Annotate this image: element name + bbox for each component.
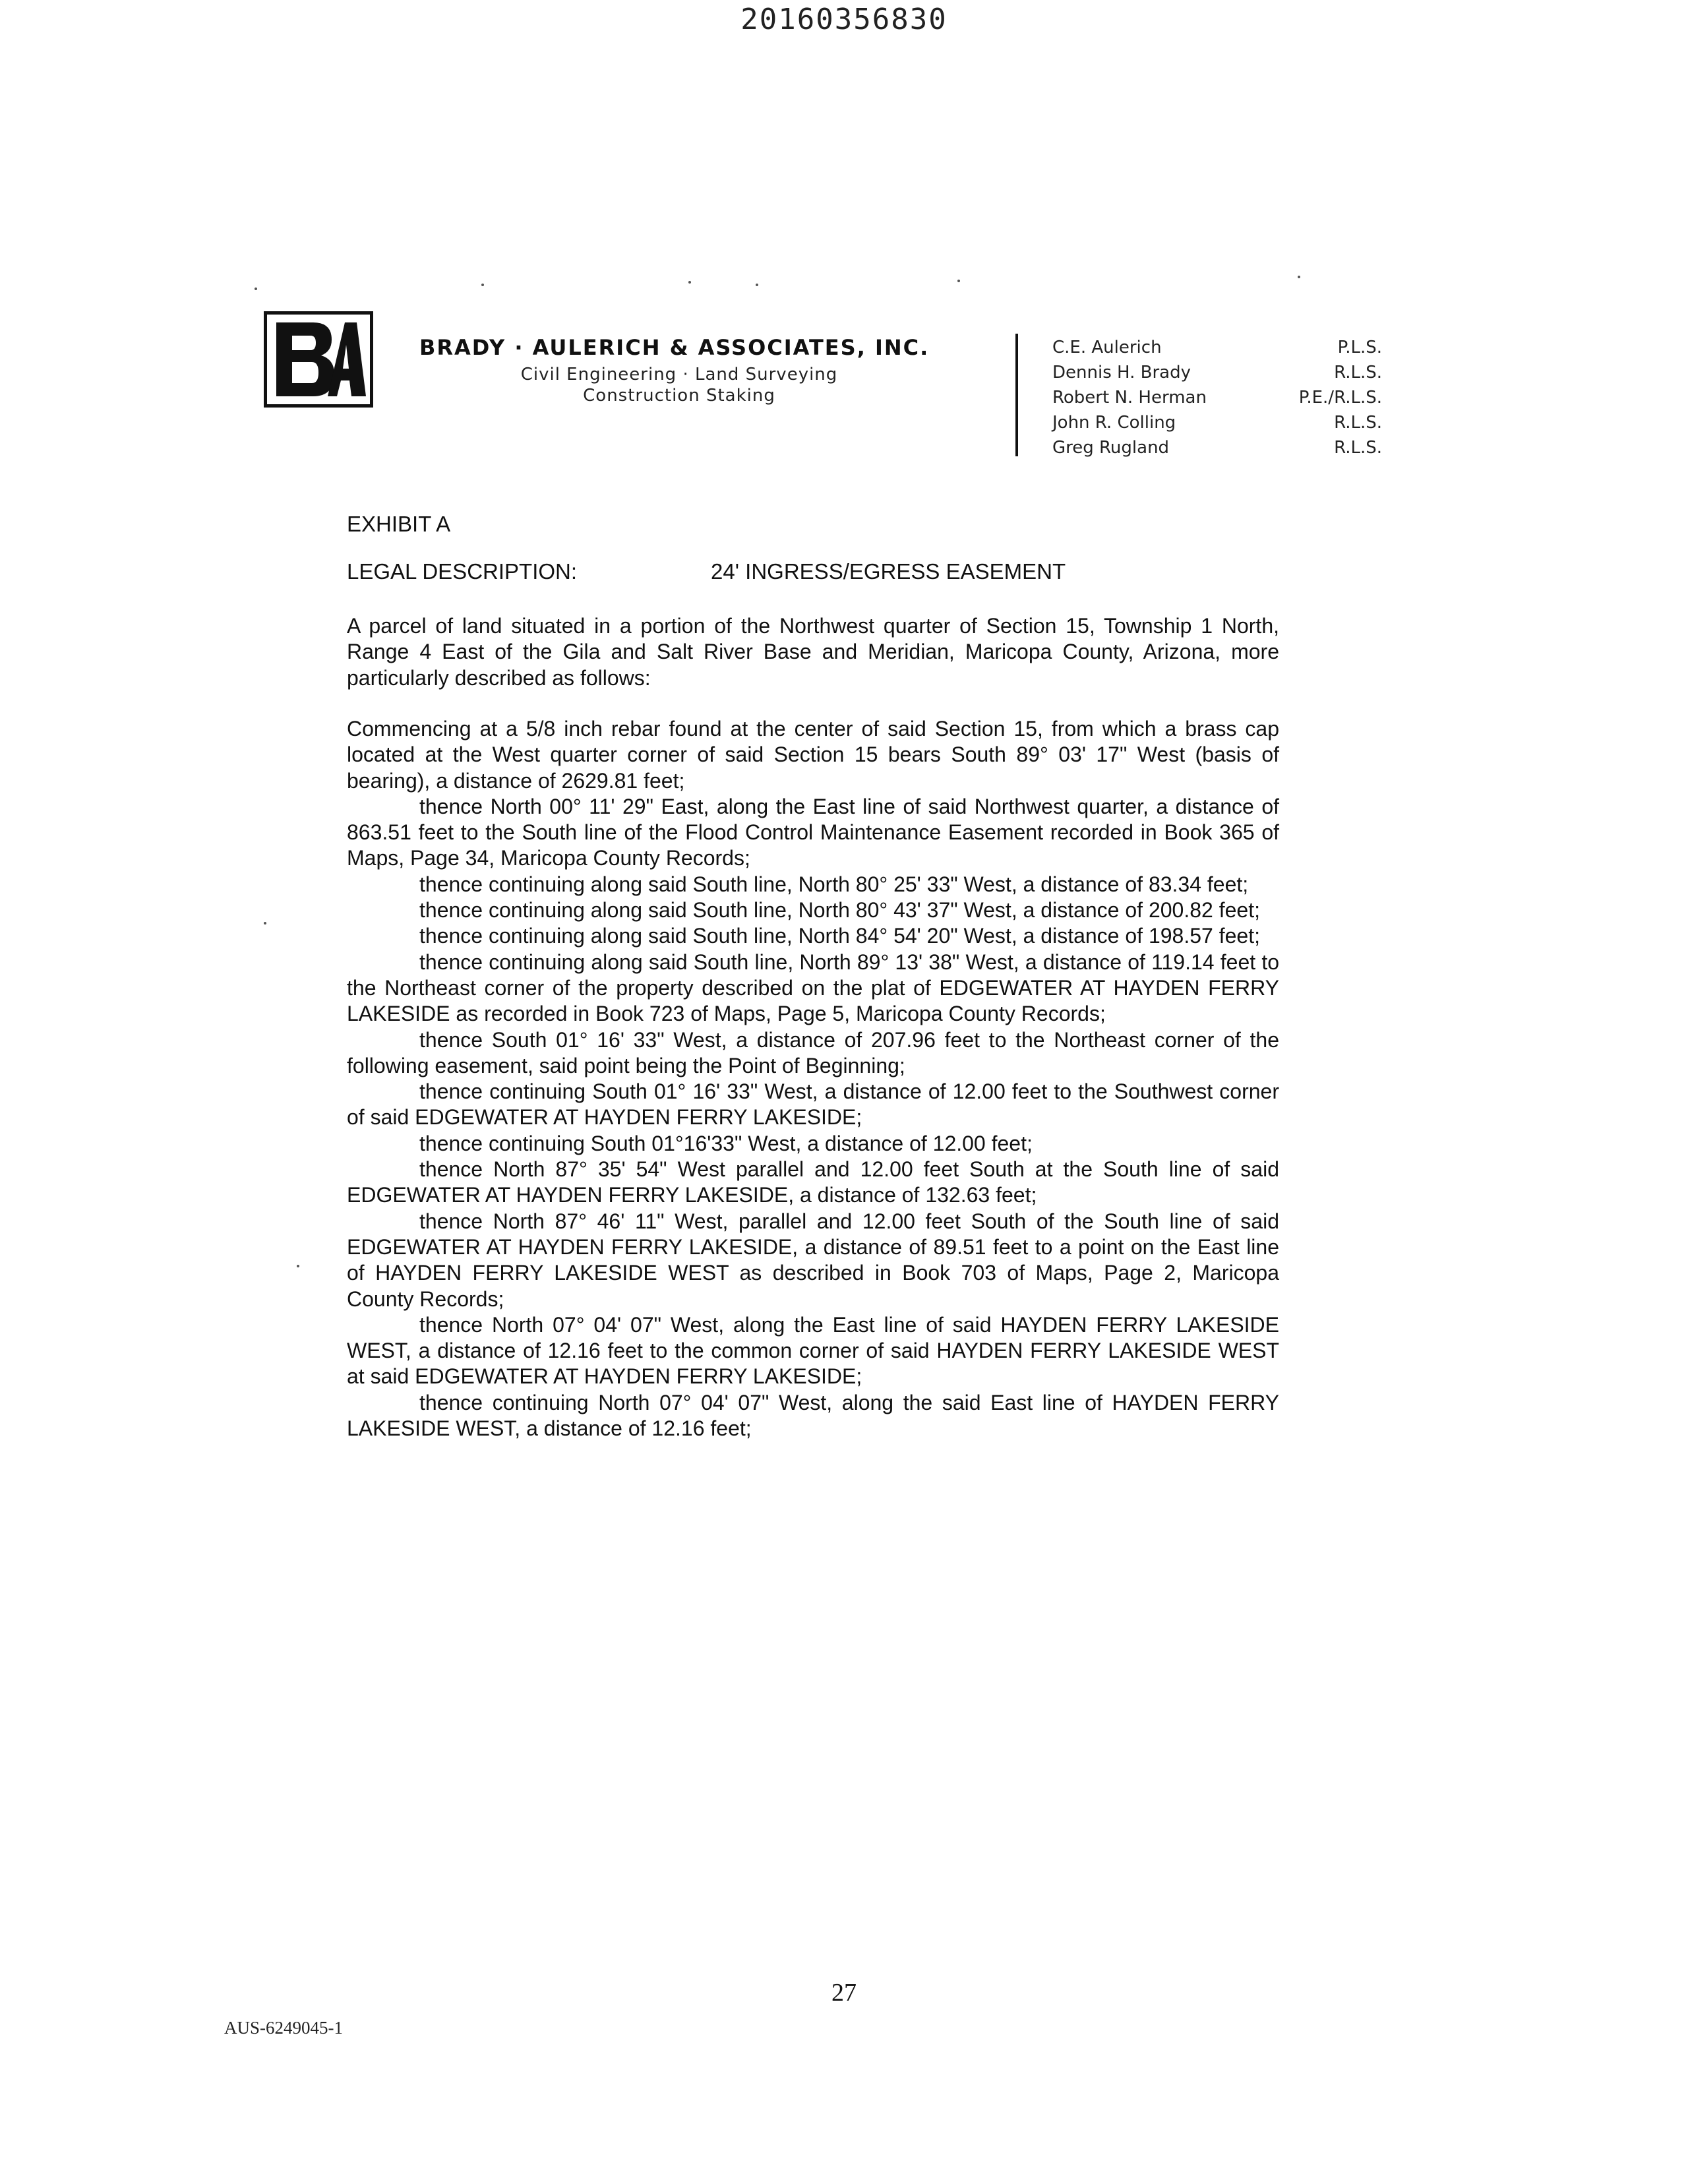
staff-entry — [1052, 410, 1382, 435]
staff-list — [1052, 335, 1382, 460]
scan-speck — [255, 288, 257, 290]
firm-logo — [264, 311, 373, 408]
staff-entry — [1052, 335, 1382, 360]
scan-speck — [264, 922, 266, 925]
bearing-call: thence South 01° 16' 33" West, a distance of 207.96 feet to the Northeast corner of the following easement, said point being the Point of Beginning; — [347, 1027, 1279, 1077]
staff-credential: P.E./R.L.S. — [1298, 388, 1382, 408]
staff-name: Robert N. Herman — [1052, 388, 1207, 408]
scan-speck — [481, 284, 484, 286]
bearing-call: thence continuing along said South line, North 80° 43' 37" West, a distance of 200.82 feet; — [419, 898, 1260, 923]
bearing-call: thence continuing South 01°16'33" West, a distance of 12.00 feet; — [419, 1131, 1033, 1155]
staff-credential: R.L.S. — [1334, 438, 1382, 458]
staff-credential: R.L.S. — [1334, 413, 1382, 433]
scan-speck — [1298, 276, 1300, 278]
legal-description-label: LEGAL DESCRIPTION: — [347, 559, 578, 584]
bearing-call: thence continuing along said South line, North 84° 54' 20" West, a distance of 198.57 feet; — [419, 924, 1260, 948]
bearing-call: thence North 07° 04' 07" West, along the East line of said HAYDEN FERRY LAKESIDE WEST, a distance of 12.16 feet to the common corner of said HAYDEN FERRY LAKESIDE WEST at said EDGEWATER AT HAYDEN FERRY LAKESIDE; — [347, 1312, 1279, 1389]
page-number: 27 — [831, 1979, 857, 2007]
bearing-call: thence continuing along said South line, North 89° 13' 38" West, a distance of 119.14 feet to the Northeast corner of the property described on the plat of EDGEWATER AT HAYDEN FERRY LAKESIDE as recorded in Book 723 of Maps, Page 5, Maricopa County Records; — [347, 950, 1279, 1026]
scan-speck — [957, 280, 960, 282]
scan-speck — [756, 284, 758, 286]
firm-name: BRADY · AULERICH & ASSOCIATES, INC. — [419, 335, 930, 360]
staff-entry — [1052, 385, 1382, 410]
staff-entry — [1052, 435, 1382, 460]
bearing-call: thence North 87° 46' 11" West, parallel and 12.00 feet South of the South line of said EDGEWATER AT HAYDEN FERRY LAKESIDE, a distance of 89.51 feet to a point on the East line of HAYDEN FERRY LAKESIDE WEST as described in Book 703 of Maps, Page 2, Maricopa County Records; — [347, 1209, 1279, 1311]
bearing-call: thence continuing North 07° 04' 07" West, along the said East line of HAYDEN FERRY LAKESIDE WEST, a distance of 12.16 feet; — [347, 1390, 1279, 1441]
legal-description-value: 24' INGRESS/EGRESS EASEMENT — [711, 559, 1066, 584]
staff-name: C.E. Aulerich — [1052, 338, 1162, 357]
metes-and-bounds — [347, 716, 1279, 1441]
document-number: 20160356830 — [740, 3, 948, 36]
ba-logo-icon — [267, 315, 370, 404]
bearing-call: thence continuing South 01° 16' 33" West, a distance of 12.00 feet to the Southwest corner of said EDGEWATER AT HAYDEN FERRY LAKESIDE; — [347, 1079, 1279, 1130]
intro-paragraph: A parcel of land situated in a portion of the Northwest quarter of Section 15, Township 1 North, Range 4 East of the Gila and Salt River Base and Meridian, Maricopa County, Arizona, more particularly described as follows: — [347, 614, 1279, 690]
staff-credential: P.L.S. — [1337, 338, 1382, 357]
document-id: AUS-6249045-1 — [224, 2018, 343, 2038]
staff-entry — [1052, 360, 1382, 385]
firm-services: Civil Engineering · Land Surveying — [520, 365, 838, 384]
exhibit-title: EXHIBIT A — [347, 512, 451, 536]
staff-name: Greg Rugland — [1052, 438, 1170, 458]
scan-speck — [688, 281, 691, 284]
letterhead-divider — [1015, 334, 1018, 456]
staff-credential: R.L.S. — [1334, 363, 1382, 382]
bearing-call: thence continuing along said South line, North 80° 25' 33" West, a distance of 83.34 feet; — [419, 872, 1249, 896]
commencing-paragraph: Commencing at a 5/8 inch rebar found at the center of said Section 15, from which a brass cap located at the West quarter corner of said Section 15 bears South 89° 03' 17" West (basis of bearing), a distance of 2629.81 feet; — [347, 717, 1279, 793]
firm-services-secondary: Construction Staking — [583, 386, 775, 406]
scan-speck — [297, 1265, 299, 1267]
staff-name: John R. Colling — [1052, 413, 1176, 433]
bearing-call: thence North 00° 11' 29" East, along the East line of said Northwest quarter, a distance of 863.51 feet to the South line of the Flood Control Maintenance Easement recorded in Book 365 of Maps, Page 34, Maricopa County Records; — [347, 794, 1279, 870]
staff-name: Dennis H. Brady — [1052, 363, 1191, 382]
bearing-call: thence North 87° 35' 54" West parallel and 12.00 feet South at the South line of said EDGEWATER AT HAYDEN FERRY LAKESIDE, a distance of 132.63 feet; — [347, 1157, 1279, 1207]
firm-info — [415, 335, 943, 406]
